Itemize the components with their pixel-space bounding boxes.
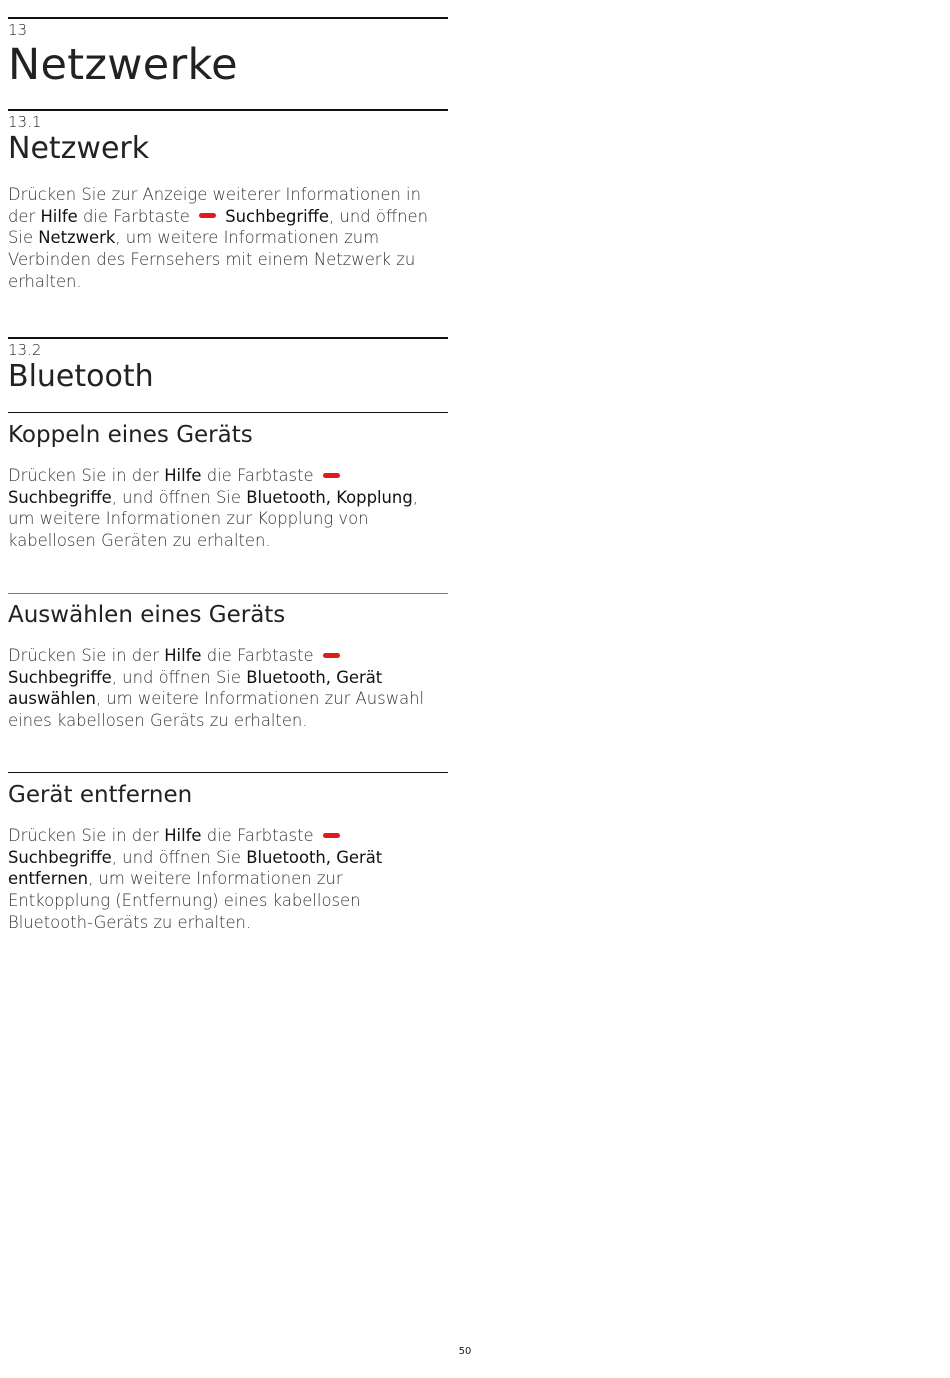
help-link: Hilfe — [164, 826, 202, 845]
sub3-title: Gerät entfernen — [8, 782, 193, 808]
section1-title: Netzwerk — [8, 131, 150, 166]
search-terms-label: Suchbegriffe — [225, 206, 330, 226]
network-topic-label: Netzwerk — [38, 228, 116, 248]
chapter-number: 13 — [8, 21, 28, 39]
sub2-paragraph: Drücken Sie in der Hilfe die Farbtaste Suchbegriffe, und öffnen Sie Bluetooth, Gerät auswählen, um weitere Informationen zur Auswahl eines kabellosen Geräts zu erhalten. — [8, 646, 425, 731]
sub3-rule — [8, 772, 448, 773]
search-terms-label: Suchbegriffe — [8, 847, 112, 867]
sub1-paragraph: Drücken Sie in der Hilfe die Farbtaste Suchbegriffe, und öffnen Sie Bluetooth, Kopplung, um weitere Informationen zur Kopplung von kabellosen Geräten zu erhalten. — [8, 466, 418, 551]
bluetooth-select-device-label: Bluetooth, Gerät auswählen — [8, 667, 383, 709]
sub3-paragraph: Drücken Sie in der Hilfe die Farbtaste Suchbegriffe, und öffnen Sie Bluetooth, Gerät entfernen, um weitere Informationen zur Entkopplung (Entfernung) eines kabellosen Bluetooth-Geräts zu erhalten. — [8, 826, 383, 932]
help-link: Hilfe — [164, 466, 202, 485]
chapter-title: Netzwerke — [8, 40, 238, 90]
section1 — [8, 113, 448, 293]
help-link: Hilfe — [164, 646, 202, 665]
red-key-icon — [199, 213, 216, 218]
section2 — [8, 341, 448, 395]
bluetooth-remove-device-label: Bluetooth, Gerät entfernen — [8, 847, 383, 889]
search-terms-label: Suchbegriffe — [8, 667, 112, 687]
sub2-rule — [8, 593, 448, 594]
section2-rule — [8, 337, 448, 339]
red-key-icon — [323, 473, 340, 478]
bluetooth-pairing-label: Bluetooth, Kopplung — [246, 487, 413, 507]
help-link: Hilfe — [40, 206, 78, 226]
section1-number: 13.1 — [8, 113, 42, 131]
sub2 — [8, 601, 448, 732]
section1-paragraph: Drücken Sie zur Anzeige weiterer Informationen in der Hilfe die Farbtaste Suchbegriffe, und öffnen Sie Netzwerk, um weitere Informationen zum Verbinden des Fernsehers mit einem Netzwerk zu erhalten. — [8, 185, 429, 291]
red-key-icon — [323, 653, 340, 658]
sub1-title: Koppeln eines Geräts — [8, 422, 253, 448]
chapter-rule — [8, 17, 448, 19]
sub3 — [8, 781, 448, 934]
section1-rule — [8, 109, 448, 111]
section2-title: Bluetooth — [8, 359, 154, 394]
section2-number: 13.2 — [8, 341, 42, 359]
chapter-header — [8, 21, 448, 91]
search-terms-label: Suchbegriffe — [8, 487, 112, 507]
sub1 — [8, 421, 448, 552]
sub2-title: Auswählen eines Geräts — [8, 602, 286, 628]
page-number: 50 — [458, 1346, 472, 1357]
red-key-icon — [323, 833, 340, 838]
sub1-rule — [8, 412, 448, 413]
